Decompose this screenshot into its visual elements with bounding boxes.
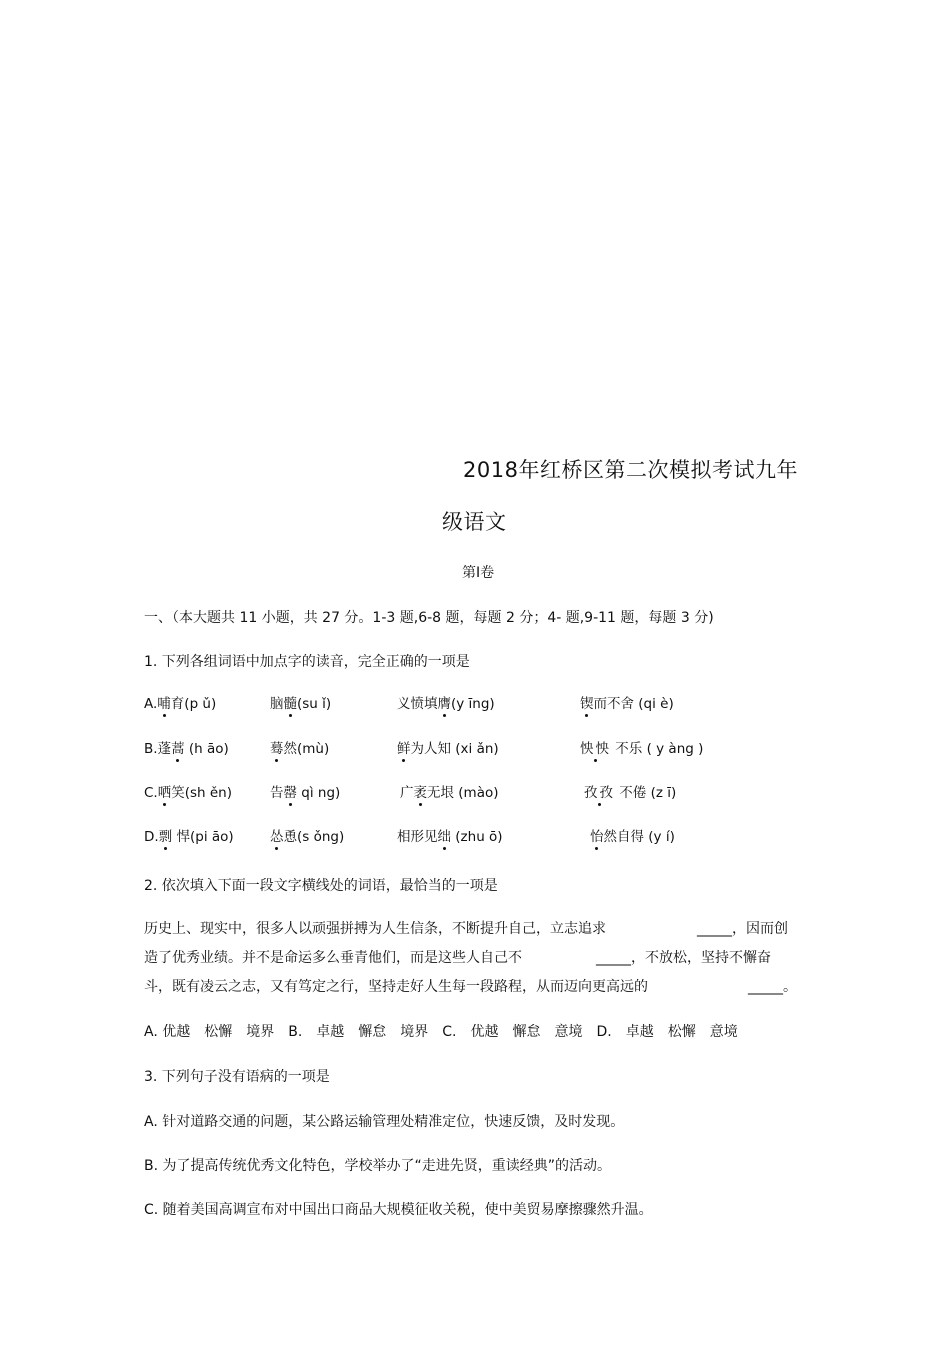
volume-label: 第Ⅰ卷 — [462, 565, 495, 581]
section-header: 一、（本大题共 11 小题，共 27 分。1-3 题,6-8 题，每题 2 分；4- 题,9-11 题，每题 3 分) — [144, 610, 714, 626]
q1-option-d-term1: D.剽 悍(pi āo) — [144, 825, 234, 845]
q1-option-c-term2: 告罄 qì ng) — [270, 781, 340, 801]
q2-blank-2: _____，不放松，坚持不懈奋 — [596, 950, 771, 966]
q1-option-b-term2: 蓦然(mù) — [270, 737, 329, 757]
q1-option-a-term4: 锲而不舍 (qi è) — [580, 692, 674, 712]
q1-option-b-term1: B.蓬蒿 (h āo) — [144, 737, 229, 757]
q2-stem: 2. 依次填入下面一段文字横线处的词语，最恰当的一项是 — [144, 878, 498, 894]
q2-blank-1: _____，因而创 — [697, 921, 788, 937]
q2-paragraph-line3: 斗，既有凌云之志，又有笃定之行，坚持走好人生每一段路程，从而迈向更高远的 — [144, 979, 648, 995]
q1-option-c-term3: 广袤无垠 (mào) — [400, 781, 499, 801]
page-title-continued: 级语文 — [442, 510, 507, 534]
q1-option-a-term3: 义愤填膺(y īng) — [397, 692, 495, 712]
q1-option-c-term1: C.哂笑(sh ěn) — [144, 781, 232, 801]
q3-option-c: C. 随着美国高调宣布对中国出口商品大规模征收关税，使中美贸易摩擦骤然升温。 — [144, 1202, 653, 1218]
q2-blank-3: _____。 — [748, 979, 797, 995]
q2-options: A. 优越 松懈 境界 B. 卓越 懈怠 境界 C. 优越 懈怠 意境 D. 卓越 松懈 意境 — [144, 1024, 738, 1040]
q1-option-b-term3: 鲜为人知 (xi ǎn) — [397, 737, 499, 757]
q3-stem: 3. 下列句子没有语病的一项是 — [144, 1069, 330, 1085]
q2-paragraph-line2: 造了优秀业绩。并不是命运多么垂青他们，而是这些人自己不 — [144, 950, 522, 966]
q1-option-d-term2: 怂恿(s ǒng) — [270, 825, 344, 845]
q1-b-term1-rest: (h āo) — [184, 741, 229, 757]
q1-option-a-term2: 脑髓(su ǐ) — [270, 692, 331, 712]
q2-paragraph-line1: 历史上、现实中，很多人以顽强拼搏为人生信条，不断提升自己，立志追求 — [144, 921, 606, 937]
page-title: 2018年红桥区第二次模拟考试九年 — [463, 458, 798, 482]
q1-option-d-term4: 怡然自得 (y í) — [590, 825, 675, 845]
q3-option-a: A. 针对道路交通的问题，某公路运输管理处精准定位，快速反馈，及时发现。 — [144, 1114, 625, 1130]
q1-option-d-term3: 相形见绌 (zhu ō) — [397, 825, 503, 845]
q1-option-a-term1: A.哺育(p ǔ) — [144, 692, 216, 712]
q3-option-b: B. 为了提高传统优秀文化特色，学校举办了“走进先贤，重读经典”的活动。 — [144, 1158, 612, 1174]
q1-stem: 1. 下列各组词语中加点字的读音，完全正确的一项是 — [144, 654, 470, 670]
q1-option-b-term4: 怏怏 不乐 ( y àng ) — [580, 737, 703, 757]
q1-option-c-term4: 孜孜 不倦 (z ī) — [584, 781, 676, 801]
